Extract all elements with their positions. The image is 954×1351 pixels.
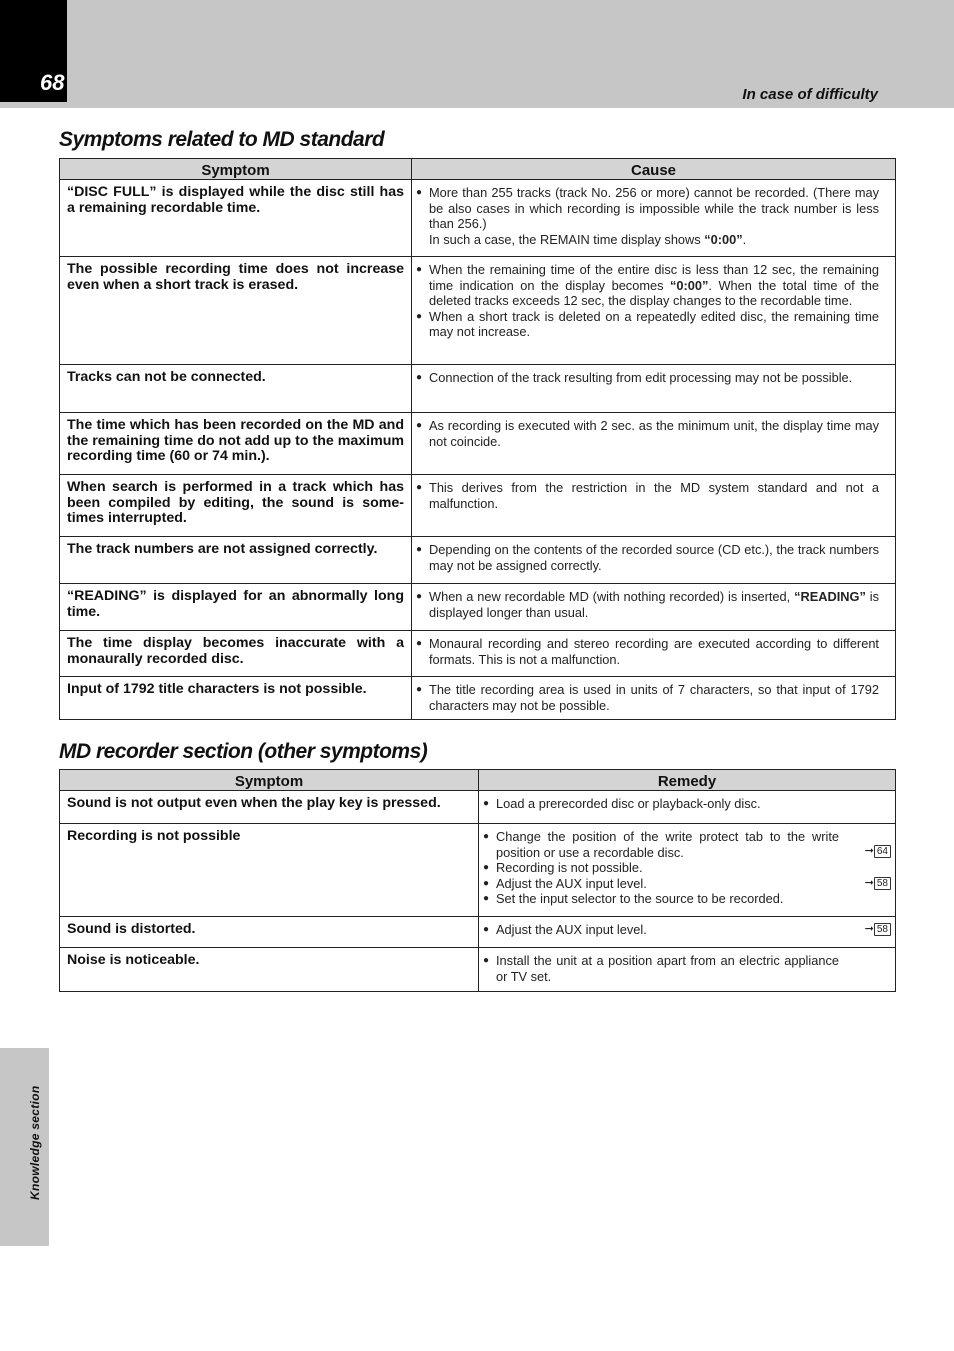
symptom-cell: The track numbers are not assigned correctly. (60, 537, 412, 584)
symptom-cell: Noise is noticeable. (60, 948, 479, 992)
cause-cell (412, 537, 896, 584)
section2-title: MD recorder section (other symptoms) (59, 740, 428, 763)
table-row (60, 584, 896, 631)
md-standard-table (59, 158, 896, 720)
cause-item: ● When a new recordable MD (with nothing recorded) is inserted, “READING” is displayed longer than usual. (416, 589, 879, 620)
cause-cell (412, 677, 896, 720)
remedy-header: Remedy (479, 770, 896, 791)
table-row (60, 917, 896, 948)
table-row (60, 631, 896, 677)
table-header-row (60, 770, 896, 791)
remedy-item: ● Install the unit at a position apart from an electric appliance or TV set. (483, 953, 839, 984)
symptom-cell: The time which has been recorded on the MD and the remaining time do not add up to the maximum recording time (60 or 74 min.). (60, 413, 412, 475)
symptom-cell: “READING” is displayed for an abnormally long time. (60, 584, 412, 631)
cause-item: ● Depending on the contents of the recorded source (CD etc.), the track numbers may not be assigned correctly. (416, 542, 879, 573)
running-head: In case of difficulty (742, 86, 878, 103)
arrow-right-icon: ➞ (864, 923, 874, 935)
remedy-cell (479, 948, 896, 992)
remedy-cell (479, 791, 896, 824)
table-row (60, 948, 896, 992)
symptom-cell: Input of 1792 title characters is not possible. (60, 677, 412, 720)
symptom-cell: When search is performed in a track which has been compiled by editing, the sound is some-times interrupted. (60, 475, 412, 537)
symptom-header: Symptom (60, 770, 479, 791)
cause-item: ● This derives from the restriction in the MD system standard and not a malfunction. (416, 480, 879, 511)
cause-item: ● Connection of the track resulting from edit processing may not be possible. (416, 370, 879, 386)
page-ref (865, 922, 891, 938)
cause-cell (412, 180, 896, 257)
book-page-icon: 58 (874, 923, 891, 936)
arrow-right-icon: ➞ (864, 845, 874, 857)
table-row (60, 537, 896, 584)
page-number-box (0, 0, 67, 102)
cause-cell (412, 631, 896, 677)
cause-item: ● As recording is executed with 2 sec. as the minimum unit, the display time may not coincide. (416, 418, 879, 449)
symptom-cell: The time display becomes inaccurate with a monaurally recorded disc. (60, 631, 412, 677)
md-recorder-table (59, 769, 896, 992)
cause-cell (412, 257, 896, 365)
table-row (60, 180, 896, 257)
symptom-cell: The possible recording time does not increase even when a short track is erased. (60, 257, 412, 365)
remedy-cell (479, 824, 896, 917)
arrow-right-icon: ➞ (864, 876, 874, 889)
table-row (60, 824, 896, 917)
table-row (60, 791, 896, 824)
page-ref (865, 844, 891, 860)
remedy-item: ● Adjust the AUX input level. ➞ 58 (483, 876, 839, 892)
table-row (60, 475, 896, 537)
symptom-header: Symptom (60, 159, 412, 180)
book-page-icon: 64 (874, 845, 891, 858)
cause-cell (412, 365, 896, 413)
table-header-row (60, 159, 896, 180)
remedy-item: ● Adjust the AUX input level. ➞ 58 (483, 922, 839, 938)
side-section-label: Knowledge section (28, 1085, 42, 1200)
symptom-cell: Recording is not possible (60, 824, 479, 917)
symptom-cell: Sound is distorted. (60, 917, 479, 948)
symptom-cell: “DISC FULL” is displayed while the disc still has a remaining recordable time. (60, 180, 412, 257)
cause-item: ● Monaural recording and stereo recording are executed according to different formats. This is not a malfunction. (416, 636, 879, 667)
remedy-item: ● Load a prerecorded disc or playback-only disc. (483, 796, 839, 812)
cause-header: Cause (412, 159, 896, 180)
table-row (60, 365, 896, 413)
page-number: 68 (40, 70, 65, 95)
cause-cell (412, 413, 896, 475)
cause-item: ● The title recording area is used in units of 7 characters, so that input of 1792 characters may not be possible. (416, 682, 879, 713)
table-row (60, 257, 896, 365)
table-row (60, 413, 896, 475)
table-row (60, 677, 896, 720)
remedy-item: ● Recording is not possible. (483, 860, 839, 876)
cause-item: ● When a short track is deleted on a repeatedly edited disc, the remaining time may not increase. (416, 309, 879, 340)
cause-cell (412, 475, 896, 537)
cause-item: ● More than 255 tracks (track No. 256 or more) cannot be recorded. (There may be also cases in which recording is impossible while the track number is less than 256.) In such a case, the REMAIN time display shows “0:00”. (416, 185, 879, 247)
remedy-item: ● Change the position of the write protect tab to the write position or use a recordable disc. ➞ 64 (483, 829, 839, 860)
symptom-cell: Tracks can not be connected. (60, 365, 412, 413)
cause-cell (412, 584, 896, 631)
symptom-cell: Sound is not output even when the play key is pressed. (60, 791, 479, 824)
remedy-cell (479, 917, 896, 948)
page-ref (865, 876, 891, 892)
cause-item: ● When the remaining time of the entire disc is less than 12 sec, the remaining time indication on the display becomes “0:00”. When the total time of the deleted tracks exceeds 12 sec, the display changes to the recordable time. (416, 262, 879, 309)
section1-title: Symptoms related to MD standard (59, 128, 385, 151)
book-page-icon: 58 (874, 877, 891, 890)
remedy-item: ● Set the input selector to the source to be recorded. (483, 891, 839, 907)
